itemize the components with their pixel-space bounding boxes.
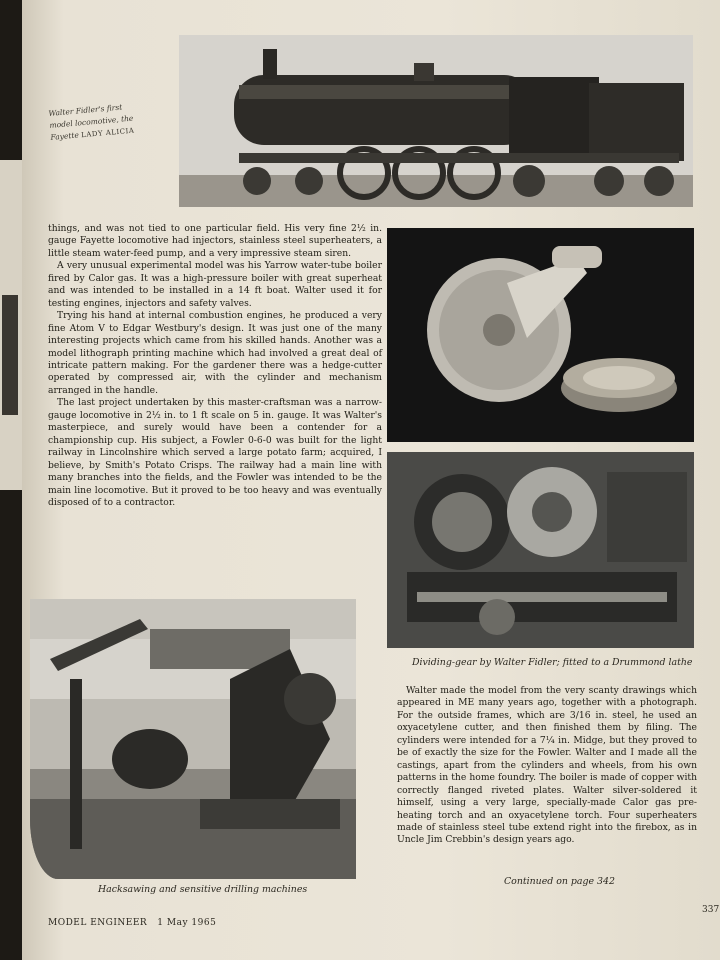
paragraph: The last project undertaken by this master-craftsman was a narrow-gauge locomotive in 2½ in. to 1 ft scale on 5 in. gauge. It was Walter's masterpiece, and surely would have been a contender for a championship cup. His subject, a Fowler 0-6-0 was built for the light railway in Lincolnshire which served a large potato farm; acquired, I believe, by Smith's Potato Crisps. The railway had a main line with many branches into the fields, and the Fowler was intended to be the main line locomotive. But it proved to be too heavy and was eventually disposed of to a contractor. [48,397,382,508]
caption-line-3-italic: Fayette [50,130,80,142]
magazine-page [22,0,720,960]
dividing-gear-caption: Dividing-gear by Walter Fidler; fitted to a Drummond lathe [412,657,693,668]
hacksawing-caption: Hacksawing and sensitive drilling machines [98,884,308,895]
dividing-gear-lathe-photo [387,452,694,648]
magazine-name: MODEL ENGINEER [48,918,148,928]
locomotive-photo-caption [48,101,135,144]
paragraph: A very unusual experimental model was his Yarrow water-tube boiler fired by Calor gas. It was a high-pressure boiler with great superheat and was intended to be installed in a 14 ft boat. Walter used it for testing engines, injectors and safety valves. [48,260,382,309]
page-number: 337 [702,905,720,915]
issue-date: 1 May 1965 [157,918,217,928]
previous-page-edge [0,160,22,490]
workshop-machines-photo [30,599,356,879]
continued-note: Continued on page 342 [504,876,615,887]
dividing-gear-parts-photo [387,228,694,442]
paragraph: things, and was not tied to one particular field. His very fine 2½ in. gauge Fayette locomotive had injectors, stainless steel superheaters, a little steam water-feed pump, and a very impressive steam siren. [48,223,382,259]
page-footer [48,918,216,928]
paragraph: Trying his hand at internal combustion engines, he produced a very fine Atom V to Edgar Westbury's design. It was just one of the many interesting projects which came from his skilled hands. Another was a model lithograph printing machine which had involved a great deal of intricate pattern making. For the gardener there was a hedge-cutter operated by compressed air, with the cylinder and mechanism arranged in the handle. [48,310,382,396]
locomotive-photo [179,35,693,207]
caption-line-2: model locomotive, the [49,113,134,130]
caption-line-3-caps: LADY ALICIA [80,126,135,140]
left-text-column [48,223,382,509]
right-text-column [397,685,697,847]
paragraph: Walter made the model from the very scanty drawings which appeared in ME many years ago, together with a photograph. For the outside frames, which are 3/16 in. steel, he used an oxyacetylene cutter, and then finished them by filing. The cylinders were intended for a 7¼ in. Midge, but they proved to be of exactly the size for the Fowler. Walter and I made all the castings, apart from the cylinders and wheels, from his own patterns in the home foundry. The boiler is made of copper with correctly flanged riveted plates. Walter silver-soldered it himself, using a very large, specially-made Calor gas pre-heating torch and an oxyacetylene torch. Four superheaters made of stainless steel tube extend right into the firebox, as in Uncle Jim Crebbin's design years ago. [397,685,697,846]
caption-line-1: Walter Fidler's first [48,102,123,118]
